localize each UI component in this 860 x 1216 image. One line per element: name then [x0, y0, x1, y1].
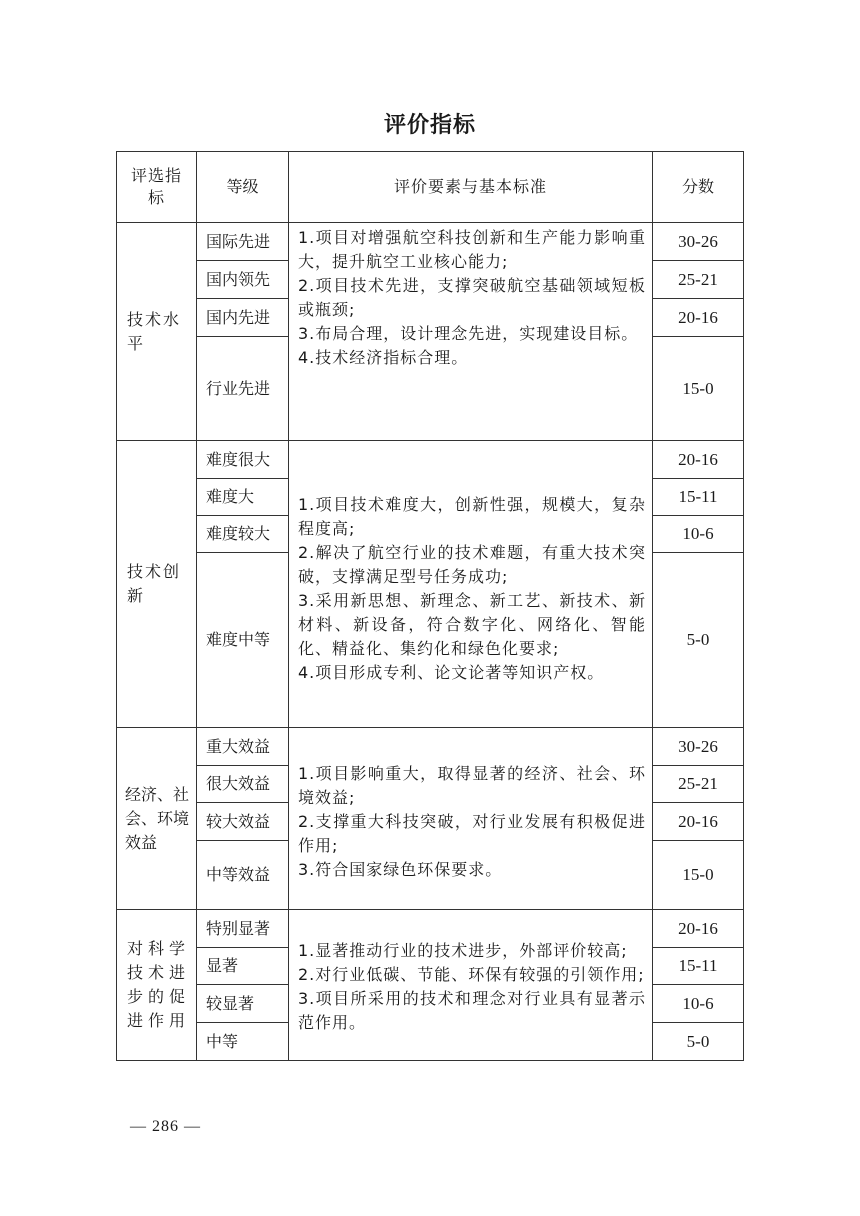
- level-label: 显著: [206, 956, 239, 975]
- level-label: 行业先进: [206, 378, 271, 398]
- score-value: 15-0: [682, 865, 714, 884]
- level-label: 特别显著: [206, 918, 271, 938]
- criteria-item: 3.符合国家绿色环保要求。: [298, 860, 503, 879]
- score-value: 10-6: [682, 993, 714, 1013]
- criteria-item: 2.解决了航空行业的技术难题，有重大技术突破，支撑满足型号任务成功;: [298, 543, 646, 586]
- criteria-item: 4.技术经济指标合理。: [298, 348, 469, 367]
- criteria-item: 1.显著推动行业的技术进步，外部评价较高;: [298, 941, 628, 960]
- indicator-name: 技术水平: [127, 309, 182, 353]
- criteria-item: 1.项目技术难度大，创新性强，规模大，复杂程度高;: [298, 495, 646, 538]
- criteria-item: 3.采用新思想、新理念、新工艺、新技术、新材料、新设备，符合数字化、网络化、智能化、精益化、集约化和绿色化要求;: [298, 591, 646, 658]
- level-label: 国内先进: [206, 307, 271, 327]
- header-criteria: 评价要素与基本标准: [393, 177, 547, 196]
- level-label: 较大效益: [206, 811, 271, 831]
- score-value: 5-0: [686, 1031, 710, 1051]
- criteria-item: 2.支撑重大科技突破，对行业发展有积极促进作用;: [298, 812, 646, 855]
- score-value: 30-26: [678, 736, 718, 756]
- score-value: 20-16: [678, 811, 718, 831]
- criteria-text: [289, 939, 652, 1035]
- score-value: 20-16: [678, 307, 718, 327]
- score-value: 25-21: [678, 269, 718, 289]
- criteria-text: [289, 762, 652, 882]
- level-label: 难度较大: [206, 524, 271, 543]
- header-level: 等级: [226, 177, 259, 196]
- score-value: 10-6: [682, 524, 714, 543]
- score-value: 15-11: [678, 487, 718, 506]
- level-label: 较显著: [206, 993, 255, 1013]
- criteria-item: 4.项目形成专利、论文论著等知识产权。: [298, 663, 605, 682]
- criteria-item: 2.对行业低碳、节能、环保有较强的引领作用;: [298, 965, 645, 984]
- score-value: 25-21: [678, 774, 718, 793]
- score-value: 5-0: [686, 630, 710, 649]
- page-number: — 286 —: [130, 1118, 201, 1135]
- score-value: 15-0: [682, 378, 714, 398]
- page-title: 评价指标: [383, 113, 476, 138]
- score-value: 20-16: [678, 449, 718, 469]
- level-label: 难度大: [206, 487, 255, 506]
- criteria-item: 1.项目影响重大，取得显著的经济、社会、环境效益;: [298, 764, 646, 807]
- indicator-name: 经济、社会、环境效益: [125, 784, 190, 852]
- table-right-border: [743, 151, 744, 1061]
- criteria-text: [289, 493, 652, 685]
- header-score: 分数: [681, 177, 714, 196]
- level-label: 国际先进: [206, 231, 271, 251]
- level-label: 难度中等: [206, 630, 271, 649]
- level-label: 重大效益: [206, 736, 271, 756]
- criteria-item: 3.项目所采用的技术和理念对行业具有显著示范作用。: [298, 989, 646, 1032]
- indicator-name: 技术创新: [127, 562, 182, 605]
- score-value: 15-11: [678, 956, 718, 975]
- criteria-text: [289, 226, 652, 370]
- level-label: 很大效益: [206, 774, 271, 793]
- table-bottom-border: [116, 1060, 744, 1061]
- criteria-item: 3.布局合理，设计理念先进，实现建设目标。: [298, 324, 639, 343]
- criteria-item: 2.项目技术先进，支撑突破航空基础领域短板或瓶颈;: [298, 276, 646, 319]
- criteria-item: 1.项目对增强航空科技创新和生产能力影响重大，提升航空工业核心能力;: [298, 228, 646, 271]
- score-value: 20-16: [678, 918, 718, 938]
- level-label: 中等效益: [206, 865, 271, 884]
- level-label: 国内领先: [206, 269, 271, 289]
- level-label: 中等: [206, 1031, 239, 1051]
- level-label: 难度很大: [206, 449, 271, 469]
- header-indicator: 评选指标: [131, 166, 183, 207]
- score-value: 30-26: [678, 231, 718, 251]
- indicator-name: 对科学技术进步的促进作用: [127, 939, 191, 1030]
